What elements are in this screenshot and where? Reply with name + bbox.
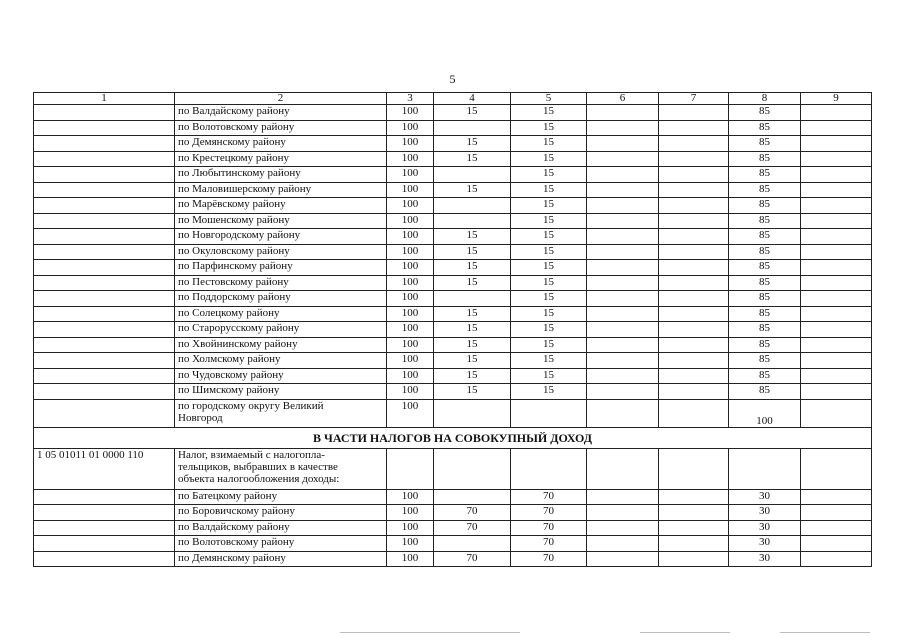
value-col4: 15 [434,368,511,384]
value-col5: 15 [511,306,587,322]
district-name-line2: Новгород [178,411,223,424]
district-name: по Хвойнинскому району [175,337,387,353]
value-col5 [511,448,587,489]
value-col4: 15 [434,353,511,369]
value-col5: 15 [511,167,587,183]
section-row [34,427,872,448]
value-col6 [587,167,659,183]
value-col5: 15 [511,244,587,260]
district-name: по Поддорскому району [175,291,387,307]
value-col7 [659,489,729,505]
value-col3: 100 [387,399,434,427]
code-cell [34,167,175,183]
value-col3: 100 [387,306,434,322]
value-col4: 70 [434,551,511,567]
table-row [34,260,872,276]
table-row [34,291,872,307]
table-row [34,229,872,245]
district-name: по Крестецкому району [175,151,387,167]
value-col7 [659,384,729,400]
value-col9 [801,275,872,291]
district-name: по Боровичскому району [175,505,387,521]
value-col7 [659,120,729,136]
district-name: по Любытинскому району [175,167,387,183]
value-col6 [587,244,659,260]
value-col9 [801,291,872,307]
code-cell [34,244,175,260]
value-col7 [659,167,729,183]
code-cell [34,337,175,353]
value-col8: 85 [729,120,801,136]
value-col6 [587,399,659,427]
header-cell-9: 9 [801,93,872,105]
value-col4 [434,448,511,489]
value-col9 [801,229,872,245]
district-name: по Чудовскому району [175,368,387,384]
district-name: по Солецкому району [175,306,387,322]
value-col6 [587,520,659,536]
code-cell [34,489,175,505]
value-col4: 15 [434,151,511,167]
code-cell [34,399,175,427]
value-col4 [434,167,511,183]
value-col6 [587,213,659,229]
value-col7 [659,448,729,489]
value-col4: 15 [434,306,511,322]
table-row [34,275,872,291]
value-col3: 100 [387,151,434,167]
code-cell [34,306,175,322]
value-col3: 100 [387,291,434,307]
value-col4: 15 [434,244,511,260]
value-col4: 15 [434,105,511,121]
value-col3 [387,448,434,489]
district-name: по Батецкому району [175,489,387,505]
table-row [34,520,872,536]
table-row [34,105,872,121]
value-col4: 15 [434,182,511,198]
code-cell [34,198,175,214]
value-col4: 15 [434,136,511,152]
table-row [34,536,872,552]
tax-description-line1: Налог, взимаемый с налогопла- [178,448,325,461]
value-col8: 85 [729,337,801,353]
district-name [175,399,387,427]
code-cell [34,260,175,276]
value-col9 [801,322,872,338]
value-col9 [801,353,872,369]
table-row [34,136,872,152]
value-col8: 85 [729,167,801,183]
district-name: по Пестовскому району [175,275,387,291]
district-name: по Волотовскому району [175,536,387,552]
value-col9 [801,306,872,322]
value-col9 [801,198,872,214]
header-cell-6: 6 [587,93,659,105]
scan-artifact [340,632,520,633]
value-col3: 100 [387,489,434,505]
value-col9 [801,151,872,167]
value-col5: 15 [511,120,587,136]
table-row [34,151,872,167]
district-name: по Маловишерскому району [175,182,387,198]
value-col9 [801,384,872,400]
value-col8: 85 [729,136,801,152]
value-col7 [659,520,729,536]
value-col8: 85 [729,306,801,322]
value-col8: 85 [729,151,801,167]
value-col6 [587,448,659,489]
value-col6 [587,306,659,322]
code-cell [34,520,175,536]
value-col5: 15 [511,136,587,152]
value-col6 [587,337,659,353]
district-name: по Новгородскому району [175,229,387,245]
table-row [34,198,872,214]
value-col5: 15 [511,353,587,369]
value-col8: 85 [729,213,801,229]
budget-code: 1 05 01011 01 0000 110 [34,448,175,489]
value-col8: 30 [729,536,801,552]
value-col4: 70 [434,505,511,521]
value-col5: 70 [511,551,587,567]
value-col3: 100 [387,551,434,567]
value-col5: 15 [511,368,587,384]
value-col7 [659,182,729,198]
table-row [34,505,872,521]
code-cell [34,105,175,121]
value-col9 [801,105,872,121]
value-col9 [801,448,872,489]
value-col9 [801,505,872,521]
value-col5: 70 [511,489,587,505]
value-col3: 100 [387,322,434,338]
code-cell [34,322,175,338]
value-col7 [659,399,729,427]
code-cell [34,551,175,567]
header-cell-8: 8 [729,93,801,105]
district-name: по Шимскому району [175,384,387,400]
value-col7 [659,229,729,245]
value-col4: 15 [434,384,511,400]
value-col8: 85 [729,275,801,291]
value-col3: 100 [387,260,434,276]
value-col5: 15 [511,275,587,291]
code-cell [34,384,175,400]
value-col6 [587,105,659,121]
value-col9 [801,520,872,536]
value-col5: 15 [511,291,587,307]
value-col3: 100 [387,136,434,152]
value-col9 [801,399,872,427]
page-number: 5 [449,72,456,86]
header-cell-5: 5 [511,93,587,105]
value-col5: 15 [511,384,587,400]
table-row [34,551,872,567]
value-col8: 85 [729,291,801,307]
value-col4: 15 [434,229,511,245]
value-col7 [659,368,729,384]
tax-description-line3: объекта налогообложения доходы: [178,472,340,485]
value-col9 [801,337,872,353]
value-col8 [729,448,801,489]
value-col5: 15 [511,322,587,338]
value-col5: 15 [511,229,587,245]
value-col7 [659,136,729,152]
value-col9 [801,213,872,229]
code-cell [34,120,175,136]
district-name: по Марёвскому району [175,198,387,214]
budget-distribution-table [33,92,872,567]
value-col8: 85 [729,229,801,245]
value-col9 [801,368,872,384]
value-col8: 30 [729,551,801,567]
value-col3: 100 [387,198,434,214]
value-col6 [587,260,659,276]
value-col4: 15 [434,260,511,276]
value-col4: 15 [434,322,511,338]
value-col4 [434,198,511,214]
table-row [34,353,872,369]
value-col5: 15 [511,182,587,198]
code-cell [34,536,175,552]
value-col3: 100 [387,182,434,198]
value-col9 [801,551,872,567]
value-col7 [659,536,729,552]
tax-row [34,448,872,489]
value-col6 [587,353,659,369]
value-col6 [587,322,659,338]
value-col7 [659,322,729,338]
code-cell [34,368,175,384]
code-cell [34,182,175,198]
value-col6 [587,489,659,505]
code-cell [34,353,175,369]
value-col6 [587,136,659,152]
value-col5: 15 [511,337,587,353]
value-col6 [587,182,659,198]
value-col6 [587,384,659,400]
value-col7 [659,551,729,567]
value-col8: 85 [729,260,801,276]
value-col6 [587,505,659,521]
table-row [34,244,872,260]
value-col8: 85 [729,368,801,384]
table-row [34,489,872,505]
value-col4 [434,399,511,427]
table-row-city [34,399,872,427]
value-col7 [659,275,729,291]
table-row [34,322,872,338]
value-col7 [659,291,729,307]
header-cell-3: 3 [387,93,434,105]
district-name: по Парфинскому району [175,260,387,276]
code-cell [34,229,175,245]
value-col7 [659,213,729,229]
table-row [34,306,872,322]
value-col8: 85 [729,244,801,260]
value-col3: 100 [387,105,434,121]
value-col3: 100 [387,368,434,384]
value-col5: 15 [511,213,587,229]
value-col4 [434,536,511,552]
value-col5: 70 [511,505,587,521]
value-col9 [801,260,872,276]
value-col5: 70 [511,536,587,552]
value-col3: 100 [387,120,434,136]
value-col7 [659,306,729,322]
value-col3: 100 [387,229,434,245]
value-col3: 100 [387,505,434,521]
value-col8: 85 [729,198,801,214]
value-col6 [587,536,659,552]
table-row [34,182,872,198]
value-col3: 100 [387,167,434,183]
code-cell [34,275,175,291]
value-col4 [434,213,511,229]
table-row [34,337,872,353]
header-cell-7: 7 [659,93,729,105]
value-col3: 100 [387,520,434,536]
value-col8: 30 [729,505,801,521]
value-col7 [659,505,729,521]
value-col7 [659,337,729,353]
value-col6 [587,275,659,291]
header-row [34,93,872,105]
value-col5: 15 [511,151,587,167]
district-name: по Валдайскому району [175,105,387,121]
value-col7 [659,244,729,260]
district-name: по Демянскому району [175,136,387,152]
district-name: по Окуловскому району [175,244,387,260]
value-col8: 85 [729,384,801,400]
value-col7 [659,260,729,276]
value-col7 [659,353,729,369]
value-col9 [801,536,872,552]
value-col4 [434,489,511,505]
value-col6 [587,120,659,136]
value-col6 [587,151,659,167]
code-cell [34,151,175,167]
district-name: по Старорусскому району [175,322,387,338]
table-row [34,368,872,384]
value-col5: 15 [511,105,587,121]
value-col4 [434,120,511,136]
value-col7 [659,198,729,214]
code-cell [34,291,175,307]
value-col5 [511,399,587,427]
value-col3: 100 [387,384,434,400]
value-col3: 100 [387,244,434,260]
scan-artifact [640,632,730,633]
table-row [34,120,872,136]
value-col3: 100 [387,353,434,369]
district-name: по Валдайскому району [175,520,387,536]
value-col4: 15 [434,337,511,353]
section-title: В ЧАСТИ НАЛОГОВ НА СОВОКУПНЫЙ ДОХОД [34,427,872,448]
district-name: по Демянскому району [175,551,387,567]
header-cell-1: 1 [34,93,175,105]
value-col6 [587,551,659,567]
scan-artifact [780,632,870,633]
table-row [34,384,872,400]
value-col5: 70 [511,520,587,536]
value-col6 [587,198,659,214]
district-name-line1: по городскому округу Великий [178,399,324,412]
value-col3: 100 [387,337,434,353]
value-col8: 30 [729,520,801,536]
value-col9 [801,244,872,260]
value-col6 [587,291,659,307]
code-cell [34,136,175,152]
value-col9 [801,167,872,183]
tax-description-line2: тельщиков, выбравших в качестве [178,460,338,473]
tax-description [175,448,387,489]
code-cell [34,213,175,229]
district-name: по Холмскому району [175,353,387,369]
district-name: по Волотовскому району [175,120,387,136]
header-cell-2: 2 [175,93,387,105]
value-col9 [801,120,872,136]
table-row [34,167,872,183]
code-cell [34,505,175,521]
value-col6 [587,368,659,384]
value-col7 [659,151,729,167]
value-col6 [587,229,659,245]
value-col5: 15 [511,260,587,276]
value-col4: 70 [434,520,511,536]
value-col8: 85 [729,182,801,198]
value-col9 [801,489,872,505]
value-col8: 85 [729,105,801,121]
value-col8: 85 [729,322,801,338]
value-col4: 15 [434,275,511,291]
value-col8: 100 [729,399,801,427]
value-col9 [801,182,872,198]
value-col3: 100 [387,213,434,229]
table-row [34,213,872,229]
value-col4 [434,291,511,307]
value-col9 [801,136,872,152]
value-col8: 30 [729,489,801,505]
header-cell-4: 4 [434,93,511,105]
value-col3: 100 [387,275,434,291]
value-col3: 100 [387,536,434,552]
value-col8: 85 [729,353,801,369]
value-col5: 15 [511,198,587,214]
value-col7 [659,105,729,121]
district-name: по Мошенскому району [175,213,387,229]
